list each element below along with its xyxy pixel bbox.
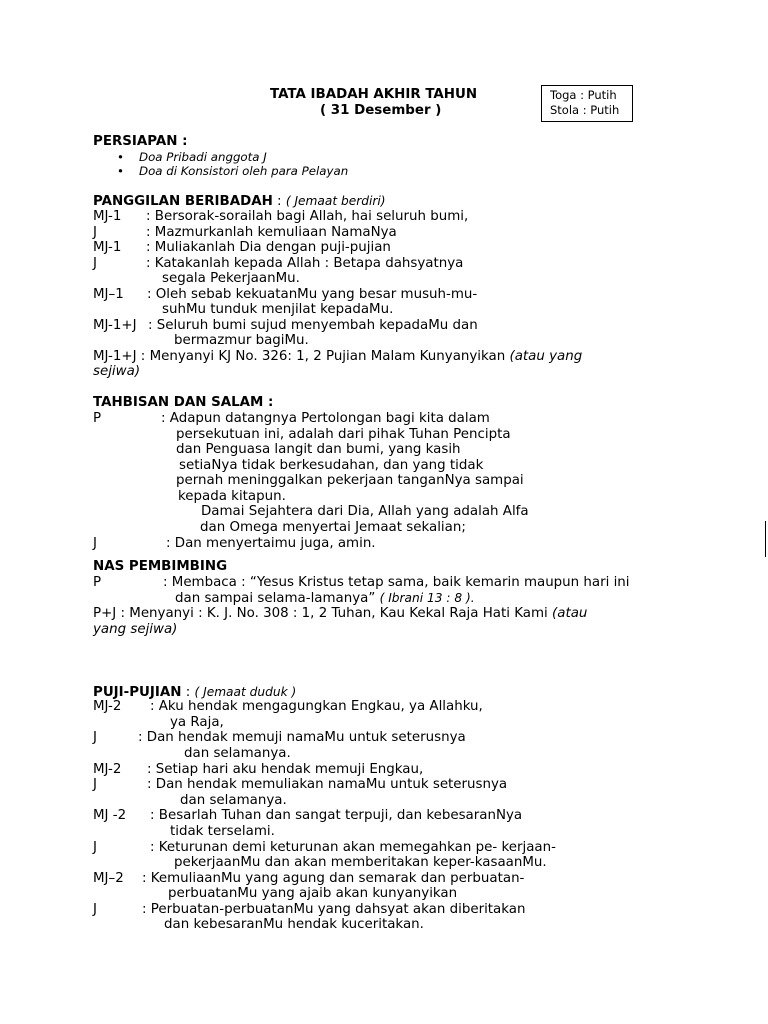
puji-colon: : <box>181 685 195 700</box>
speaker-label: MJ–1 <box>93 287 124 302</box>
puji-row-6-cont: pekerjaanMu dan akan memberitakan keper-kasaanMu. <box>174 855 547 870</box>
line-text: : Perbuatan-perbuatanMu yang dahsyat akan diberitakan <box>142 902 526 917</box>
line-text: : Setiap hari aku hendak memuji Engkau, <box>147 762 424 777</box>
tahbisan-p-line-1: : Adapun datangnya Pertolongan bagi kita dalam <box>161 411 490 426</box>
nas-heading: NAS PEMBIMBING <box>93 559 228 574</box>
line-text: : Seluruh bumi sujud menyembah kepadaMu dan <box>148 318 478 333</box>
speaker-label: J <box>93 730 97 745</box>
title-line-1: TATA IBADAH AKHIR TAHUN <box>270 87 478 102</box>
speaker-label: MJ-2 <box>93 699 122 714</box>
puji-row-8-cont: dan kebesaranMu hendak kuceritakan. <box>164 917 424 932</box>
nas-pj-line <box>93 606 587 622</box>
speaker-label: MJ–2 <box>93 871 124 886</box>
line-text: : Bersorak-sorailah bagi Allah, hai seluruh bumi, <box>146 209 469 224</box>
nas-pj-line-cont: yang sejiwa) <box>93 622 178 637</box>
speaker-label: MJ -2 <box>93 808 127 823</box>
panggilan-heading-line <box>93 193 386 210</box>
speaker-label: MJ-1+J <box>93 318 137 333</box>
line-text: : Besarlah Tuhan dan sangat terpuji, dan kebesaranNya <box>150 808 523 823</box>
tahbisan-p-line-6: kepada kitapun. <box>178 489 286 504</box>
tahbisan-heading: TAHBISAN DAN SALAM : <box>93 395 274 410</box>
tahbisan-p-line-8: dan Omega menyertai Jemaat sekalian; <box>200 520 466 535</box>
tahbisan-p-line-2: persekutuan ini, adalah dari pihak Tuhan Pencipta <box>176 427 511 442</box>
line-text-italic: (atau yang <box>509 349 583 364</box>
line-text: : Oleh sebab kekuatanMu yang besar musuh-mu- <box>147 287 478 302</box>
persiapan-item-text: Doa di Konsistori oleh para Pelayan <box>139 164 349 178</box>
puji-note: ( Jemaat duduk ) <box>194 685 297 699</box>
puji-row-5-cont: tidak terselami. <box>170 824 275 839</box>
line-text: : Mazmurkanlah kemuliaan NamaNya <box>146 225 397 240</box>
panggilan-colon: : <box>272 194 286 209</box>
line-text: : Dan hendak memuliakan namaMu untuk seterusnya <box>147 777 508 792</box>
panggilan-note: ( Jemaat berdiri) <box>285 194 386 208</box>
panggilan-line-7-cont: sejiwa) <box>93 364 141 379</box>
panggilan-heading: PANGGILAN BERIBADAH <box>93 194 273 209</box>
tahbisan-p-line-4: setiaNya tidak berkesudahan, dan yang tidak <box>179 458 484 473</box>
speaker-label: J <box>93 840 97 855</box>
nas-verse-text: dan sampai selama-lamanya” <box>175 591 380 606</box>
panggilan-line-4-cont: segala PekerjaanMu. <box>162 271 300 286</box>
speaker-label: J <box>93 777 97 792</box>
panggilan-line-5-cont: suhMu tunduk menjilat kepadaMu. <box>162 302 394 317</box>
toga-text: Toga : Putih <box>550 88 617 102</box>
puji-row-7-cont: perbuatanMu yang ajaib akan kunyanyikan <box>168 886 458 901</box>
line-text: : Muliakanlah Dia dengan puji-pujian <box>146 240 391 255</box>
bullet-icon: • <box>117 164 124 178</box>
tahbisan-p-line-3: dan Penguasa langit dan bumi, yang kasih <box>176 442 461 457</box>
tahbisan-p-line-7: Damai Sejahtera dari Dia, Allah yang adalah Alfa <box>201 504 529 519</box>
nas-p-line-2 <box>175 590 475 607</box>
speaker-label: MJ-1 <box>93 209 122 224</box>
panggilan-line-6-cont: bermazmur bagiMu. <box>174 333 309 348</box>
line-text: : Dan hendak memuji namaMu untuk seterusnya <box>138 730 466 745</box>
nas-p-line-1: : Membaca : “Yesus Kristus tetap sama, baik kemarin maupun hari ini <box>163 575 630 590</box>
line-text: : KemuliaanMu yang agung dan semarak dan perbuatan- <box>142 871 525 886</box>
nas-pj-italic: (atau <box>552 606 588 621</box>
line-text: : Keturunan demi keturunan akan memegahkan pe- kerjaan- <box>150 840 556 855</box>
nas-p-label: P <box>93 575 102 590</box>
puji-heading: PUJI-PUJIAN <box>93 685 182 700</box>
tahbisan-j-label: J <box>93 536 97 551</box>
speaker-label: J <box>93 225 97 240</box>
stola-text: Stola : Putih <box>550 103 620 117</box>
speaker-label: MJ-2 <box>93 762 122 777</box>
puji-row-2-cont: dan selamanya. <box>184 746 291 761</box>
line-text: : Aku hendak mengagungkan Engkau, ya Allahku, <box>150 699 483 714</box>
vestment-box <box>541 85 633 122</box>
line-text: MJ-1+J : Menyanyi KJ No. 326: 1, 2 Pujian Malam Kunyanyikan <box>93 349 510 364</box>
nas-pj-text: P+J : Menyanyi : K. J. No. 308 : 1, 2 Tuhan, Kau Kekal Raja Hati Kami <box>93 606 553 621</box>
speaker-label: J <box>93 902 97 917</box>
tahbisan-p-line-5: pernah meninggalkan pekerjaan tanganNya sampai <box>176 473 524 488</box>
panggilan-line-7 <box>93 349 582 365</box>
speaker-label: MJ-1 <box>93 240 122 255</box>
persiapan-item-text: Doa Pribadi anggota J <box>139 150 267 164</box>
bullet-icon: • <box>117 150 124 164</box>
puji-row-1-cont: ya Raja, <box>170 715 224 730</box>
title-line-2: ( 31 Desember ) <box>320 103 442 118</box>
persiapan-heading: PERSIAPAN : <box>93 134 188 149</box>
nas-reference: ( Ibrani 13 : 8 ). <box>379 591 475 605</box>
puji-row-4-cont: dan selamanya. <box>180 793 287 808</box>
speaker-label: J <box>93 256 97 271</box>
tahbisan-p-label: P <box>93 411 102 426</box>
line-text: : Katakanlah kepada Allah : Betapa dahsyatnya <box>146 256 464 271</box>
tahbisan-j-line-1: : Dan menyertaimu juga, amin. <box>166 536 376 551</box>
